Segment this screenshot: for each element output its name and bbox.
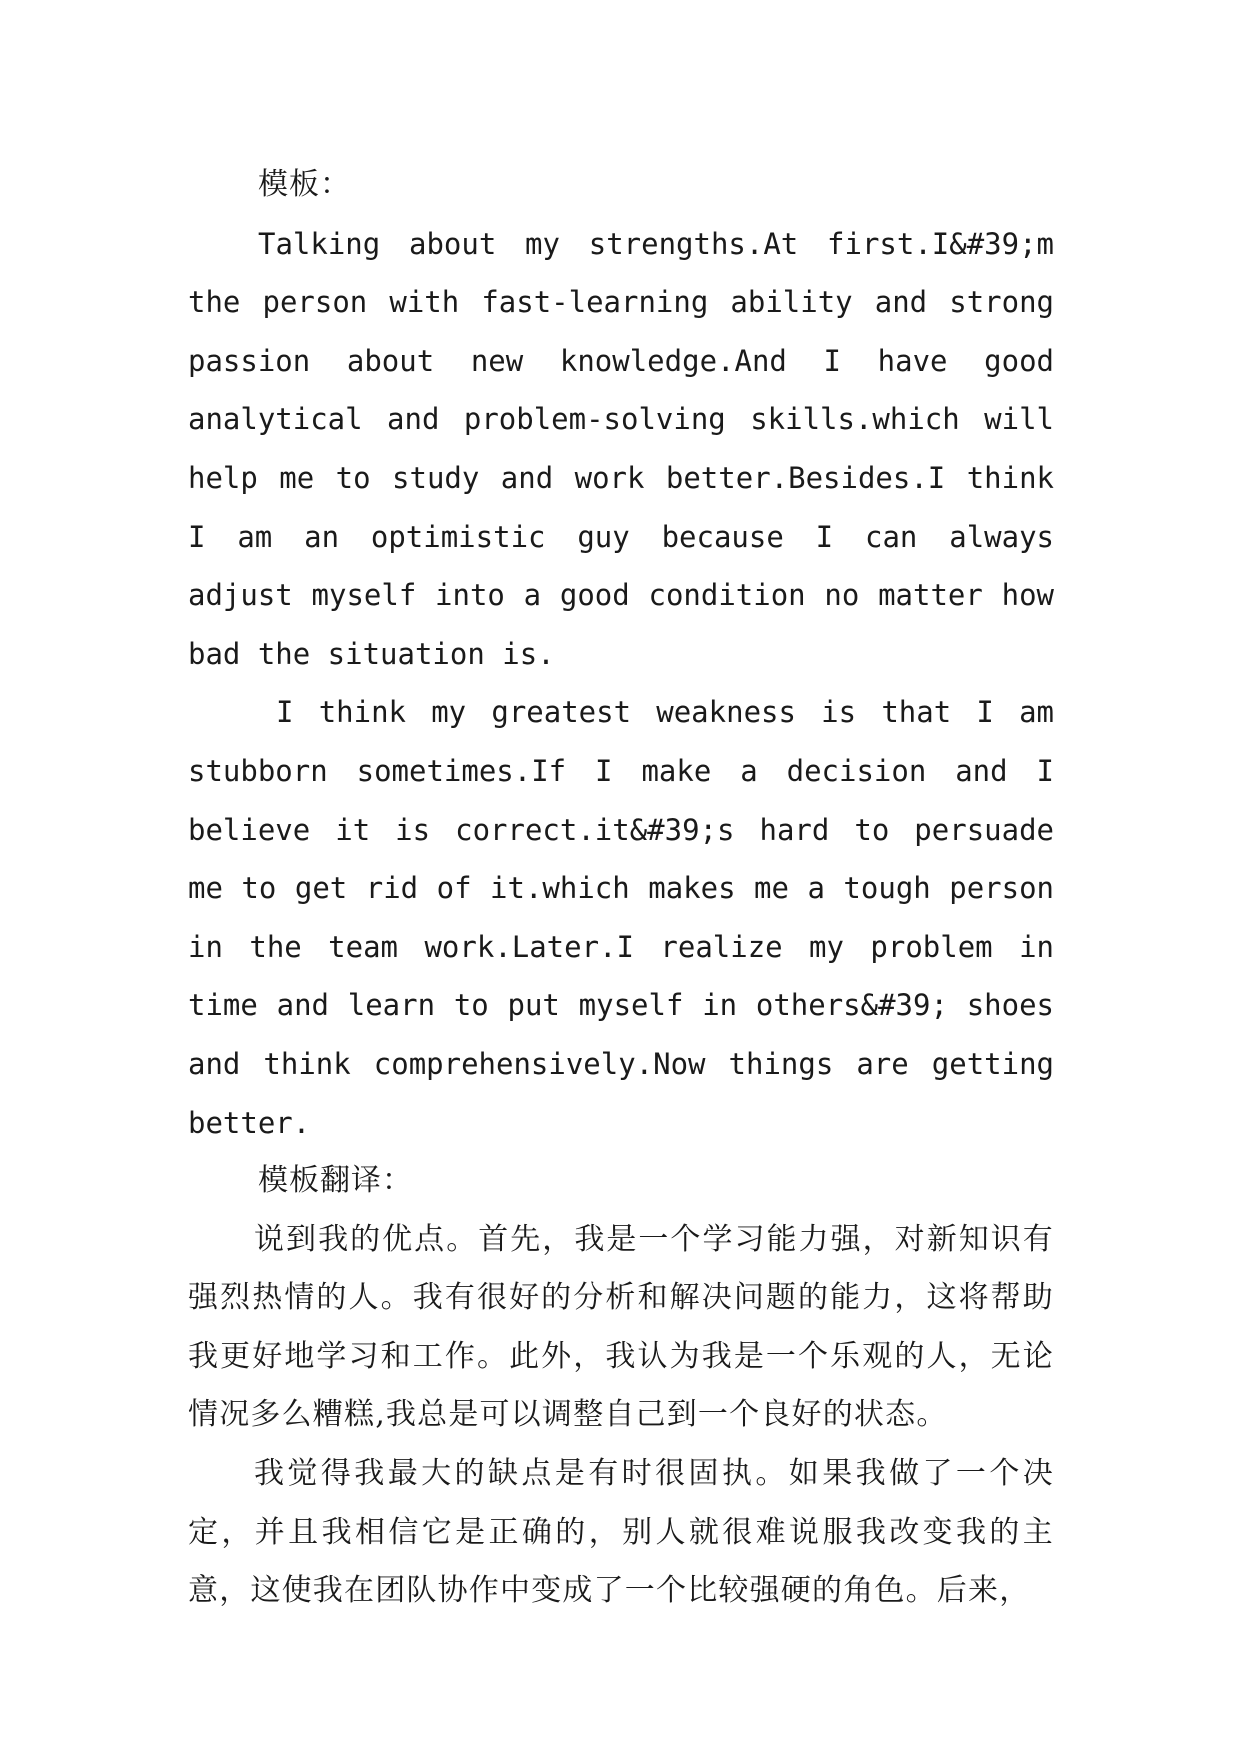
template-heading: 模板： <box>258 167 351 202</box>
translation-paragraph-weakness: 我觉得我最大的缺点是有时很固执。如果我做了一个决定，并且我相信它是正确的，别人就很难说服我改变我的主意，这使我在团队协作中变成了一个比较强硬的角色。后来， <box>188 1456 1054 1609</box>
document-page <box>188 156 1054 1621</box>
template-paragraph-weakness: I think my greatest weakness is that I am stubborn sometimes.If I make a decision and I believe it is correct.it&#39;s hard to persuade me to get rid of it.which makes me a tough person in the team work.Later.I realize my problem in time and learn to put myself in others&#39; shoes and think comprehensively.Now things are getting better. <box>188 695 1054 1140</box>
template-paragraph-strengths: Talking about my strengths.At first.I&#39;m the person with fast-learning ability and strong passion about new knowledge.And I have good analytical and problem-solving skills.which will help me to study and work better.Besides.I think I am an optimistic guy because I can always adjust myself into a good condition no matter how bad the situation is. <box>188 226 1054 671</box>
translation-paragraph-strengths: 说到我的优点。首先，我是一个学习能力强，对新知识有强烈热情的人。我有很好的分析和解决问题的能力，这将帮助我更好地学习和工作。此外，我认为我是一个乐观的人，无论情况多么糟糕,我总是可以调整自己到一个良好的状态。 <box>188 1221 1054 1433</box>
translation-heading: 模板翻译： <box>258 1163 413 1199</box>
